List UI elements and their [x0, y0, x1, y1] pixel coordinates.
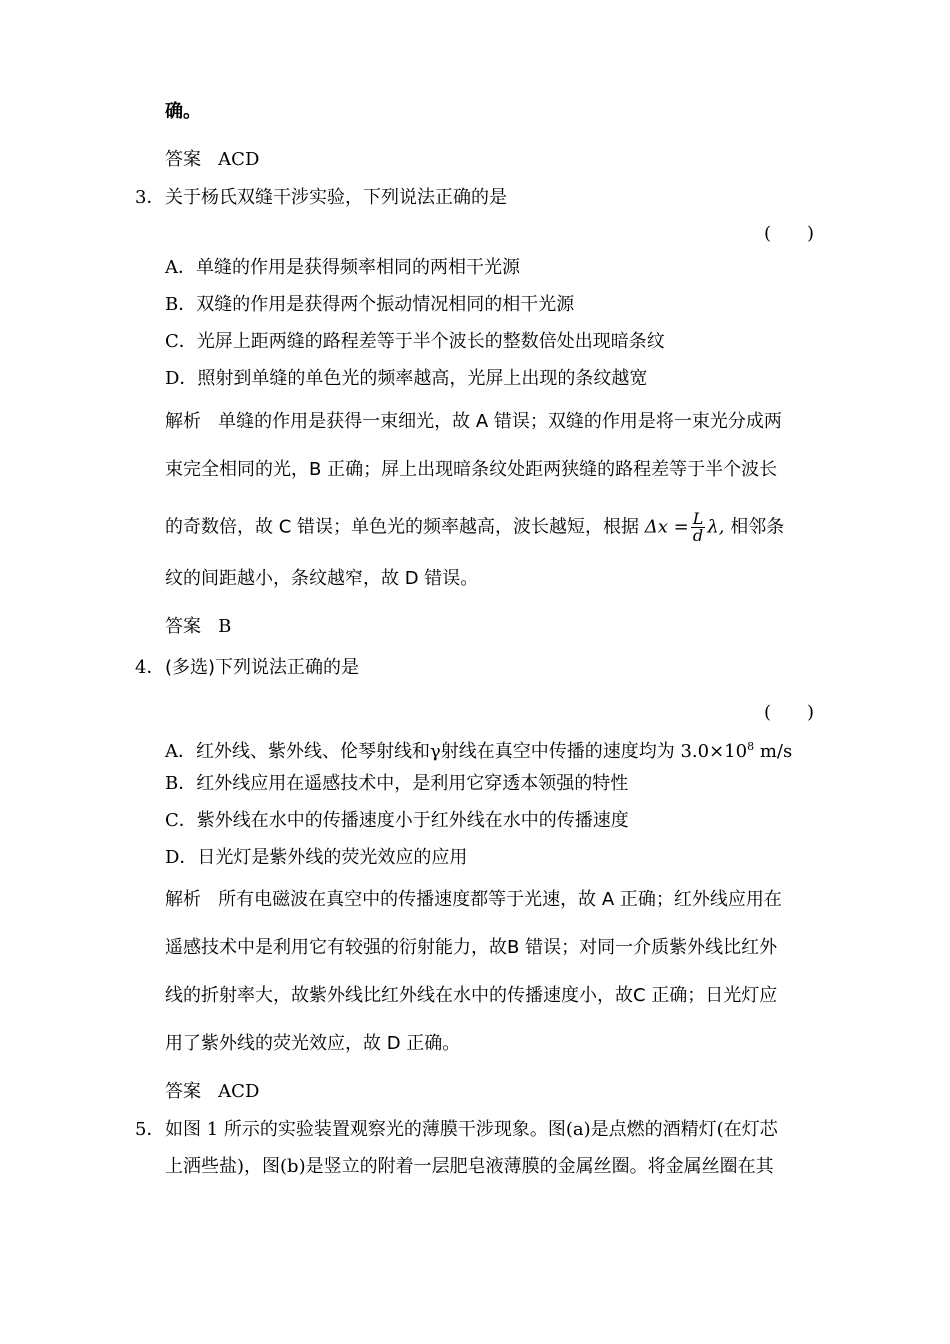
- answer-value: ACD: [218, 1081, 260, 1102]
- prev-answer: [165, 148, 259, 172]
- option-c: C．紫外线在水中的传播速度小于红外线在水中的传播速度: [165, 810, 629, 831]
- analysis-label: 解析: [165, 411, 201, 432]
- answer-line: [165, 1080, 259, 1104]
- analysis-line: 用了紫外线的荧光效应，故 D 正确。: [165, 1033, 461, 1054]
- analysis-label: 解析: [165, 889, 201, 910]
- option-a: A．单缝的作用是获得频率相同的两相干光源: [165, 257, 520, 278]
- formula-numerator: L: [692, 509, 704, 528]
- question-stem: 上洒些盐)，图(b)是竖立的附着一层肥皂液薄膜的金属丝圈。将金属丝圈在其: [165, 1156, 774, 1177]
- option-unit: m/s: [754, 741, 793, 762]
- analysis-text: 相邻条: [724, 516, 785, 538]
- analysis-text: 单缝的作用是获得一束细光，故 A 错误；双缝的作用是将一束光分成两: [218, 411, 782, 432]
- option-c: C．光屏上距两缝的路程差等于半个波长的整数倍处出现暗条纹: [165, 331, 665, 352]
- answer-label: 答案: [165, 1081, 201, 1102]
- option-d: D．照射到单缝的单色光的频率越高，光屏上出现的条纹越宽: [165, 368, 648, 389]
- formula-fraction: [691, 511, 706, 544]
- multi-select-tag: (多选): [165, 657, 216, 678]
- answer-label: 答案: [165, 149, 201, 170]
- analysis-text: 所有电磁波在真空中的传播速度都等于光速，故 A 正确；红外线应用在: [218, 889, 782, 910]
- analysis-text: 的奇数倍，故 C 错误；单色光的频率越高，波长越短，根据: [165, 516, 645, 538]
- answer-blank: ( ): [764, 223, 815, 244]
- analysis-line: [165, 888, 782, 912]
- answer-value: B: [218, 616, 232, 637]
- option-b: B．双缝的作用是获得两个振动情况相同的相干光源: [165, 294, 575, 315]
- analysis-line: 线的折射率大，故紫外线比红外线在水中的传播速度小，故C 正确；日光灯应: [165, 985, 778, 1006]
- answer-label: 答案: [165, 616, 201, 637]
- analysis-line: 纹的间距越小，条纹越窄，故 D 错误。: [165, 568, 479, 589]
- analysis-line: [165, 410, 782, 434]
- stem-text: 下列说法正确的是: [215, 657, 360, 678]
- analysis-line: 束完全相同的光，B 正确；屏上出现暗条纹处距两狭缝的路程差等于半个波长: [165, 459, 778, 480]
- option-a: [165, 735, 792, 764]
- formula-denominator: d: [692, 526, 704, 545]
- question-number: 5．: [135, 1119, 165, 1140]
- prev-analysis-tail: 确。: [165, 101, 201, 122]
- analysis-line: 遥感技术中是利用它有较强的衍射能力，故B 错误；对同一介质紫外线比红外: [165, 937, 778, 958]
- option-b: B．红外线应用在遥感技术中，是利用它穿透本领强的特性: [165, 773, 629, 794]
- analysis-line-with-formula: [165, 511, 784, 544]
- question-stem: 关于杨氏双缝干涉实验，下列说法正确的是: [165, 187, 507, 208]
- option-d: D．日光灯是紫外线的荧光效应的应用: [165, 847, 468, 868]
- formula-rhs: λ,: [707, 516, 725, 538]
- formula-lhs: Δx =: [644, 516, 689, 538]
- question-number: 4．: [135, 657, 165, 678]
- answer-line: [165, 615, 231, 639]
- exponent: 8: [747, 740, 755, 753]
- question-stem: 如图 1 所示的实验装置观察光的薄膜干涉现象。图(a)是点燃的酒精灯(在灯芯: [165, 1119, 778, 1140]
- question-number: 3．: [135, 187, 165, 208]
- question-stem: [165, 656, 359, 680]
- answer-blank: ( ): [764, 702, 815, 723]
- option-text: A．红外线、紫外线、伦琴射线和γ射线在真空中传播的速度均为 3.0×10: [165, 741, 748, 762]
- answer-value: ACD: [218, 149, 260, 170]
